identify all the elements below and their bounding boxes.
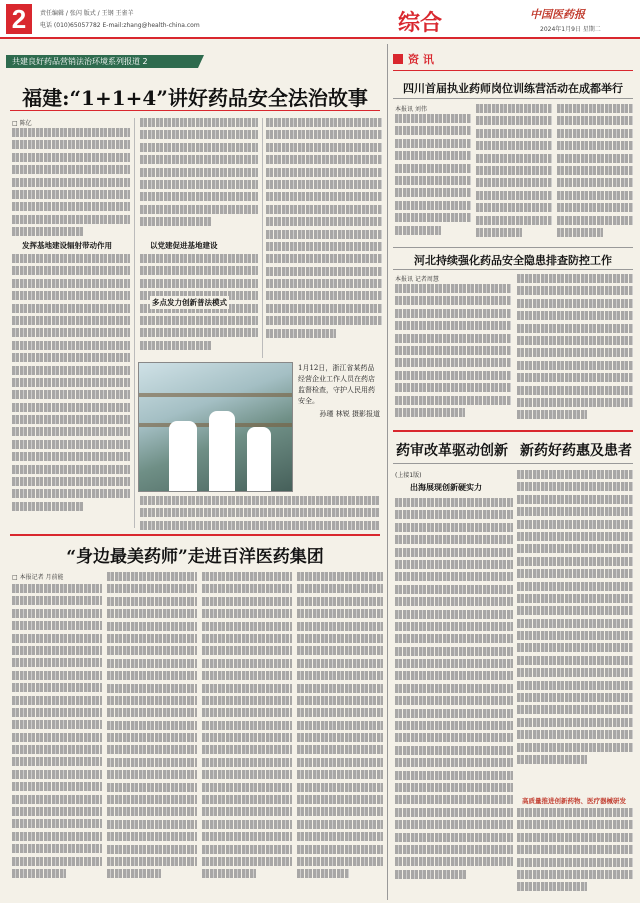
news2-text-col1 bbox=[395, 284, 511, 424]
section-title: 综合 bbox=[398, 10, 443, 36]
article1-text-bottom bbox=[140, 496, 380, 532]
news1-byline: 本报讯 刘伟 bbox=[395, 106, 427, 113]
article1-subhead-3: 多点发力创新普法模式 bbox=[152, 298, 227, 307]
feature-right-subhead: 高质量推进创新药物、医疗器械研发 bbox=[522, 797, 626, 805]
article2-text-col1 bbox=[12, 584, 102, 896]
feature-underline bbox=[393, 463, 633, 464]
feature-subhead: 出海展现创新硬实力 bbox=[410, 483, 482, 492]
title-underline bbox=[10, 110, 380, 111]
article2-text-col3 bbox=[202, 572, 292, 896]
newspaper-brand: 中国医药报 bbox=[530, 8, 585, 21]
article1-title: 福建:“1+1+4”讲好药品安全法治故事 bbox=[22, 86, 368, 110]
feature-title-right: 新药好药惠及患者 bbox=[520, 443, 632, 459]
article2-title: “身边最美药师”走进百洋医药集团 bbox=[66, 547, 324, 567]
article2-text-col2 bbox=[107, 572, 197, 896]
page-divider bbox=[387, 44, 388, 900]
issue-date: 2024年1月9日 星期二 bbox=[540, 26, 601, 33]
article1-text-col1b bbox=[12, 254, 130, 544]
feature-text-col2a bbox=[517, 470, 633, 790]
article1-byline: □ 陈亿 bbox=[12, 120, 32, 127]
news2-title: 河北持续强化药品安全隐患排查防控工作 bbox=[414, 254, 612, 267]
article1-text-col1a bbox=[12, 128, 130, 238]
info-section-tag bbox=[393, 51, 434, 67]
square-icon bbox=[393, 54, 403, 64]
news1-title: 四川首届执业药师岗位训练营活动在成都举行 bbox=[403, 82, 623, 95]
info-label: 资 讯 bbox=[408, 53, 434, 66]
article2-top-rule bbox=[10, 534, 380, 536]
section-rule bbox=[393, 247, 633, 248]
news2-text-col2 bbox=[517, 274, 633, 424]
news2-byline: 本报讯 记者周慧 bbox=[395, 276, 439, 283]
article1-subhead-1: 发挥基地建设辐射带动作用 bbox=[22, 241, 112, 250]
column-divider bbox=[134, 118, 135, 528]
info-rule bbox=[393, 70, 633, 71]
header-rule bbox=[0, 37, 640, 39]
editor-credits: 责任编辑 / 张闪 版式 / 王钢 王雀羊 bbox=[40, 10, 134, 17]
banner-tail bbox=[194, 55, 204, 68]
page-number: 2 bbox=[6, 4, 32, 34]
feature-top-rule bbox=[393, 430, 633, 432]
article2-text-col4 bbox=[297, 572, 383, 896]
article1-text-col3 bbox=[266, 118, 382, 356]
contact-info: 电话 (010)65057782 E-mail:zhang@health-china.com bbox=[40, 22, 200, 29]
feature-continued-note: (上接1版) bbox=[395, 472, 422, 479]
series-banner: 共建良好药品营销法治环境系列报道 2 bbox=[6, 55, 194, 68]
news1-underline bbox=[393, 98, 633, 99]
news1-text-col1 bbox=[395, 114, 471, 244]
feature-title-left: 药审改革驱动创新 bbox=[396, 443, 508, 459]
feature-text-col1 bbox=[395, 498, 513, 894]
article1-photo-caption bbox=[298, 363, 380, 420]
feature-text-col2b bbox=[517, 808, 633, 896]
page-header bbox=[0, 0, 640, 38]
article1-text-col2a bbox=[140, 118, 258, 238]
caption-author: 孙瑾 林锐 摄影报道 bbox=[319, 410, 380, 418]
news2-underline bbox=[393, 269, 633, 270]
news1-text-col3 bbox=[557, 104, 633, 244]
article2-byline: □ 本报记者 月前能 bbox=[12, 574, 64, 581]
caption-text: 1月12日，浙江省某药品经营企业工作人员在药店监督检查，守护人民用药安全。 bbox=[298, 364, 375, 405]
article1-photo bbox=[138, 362, 293, 492]
column-divider bbox=[262, 118, 263, 358]
news1-text-col2 bbox=[476, 104, 552, 244]
article1-subhead-2: 以党建促进基地建设 bbox=[150, 241, 218, 250]
